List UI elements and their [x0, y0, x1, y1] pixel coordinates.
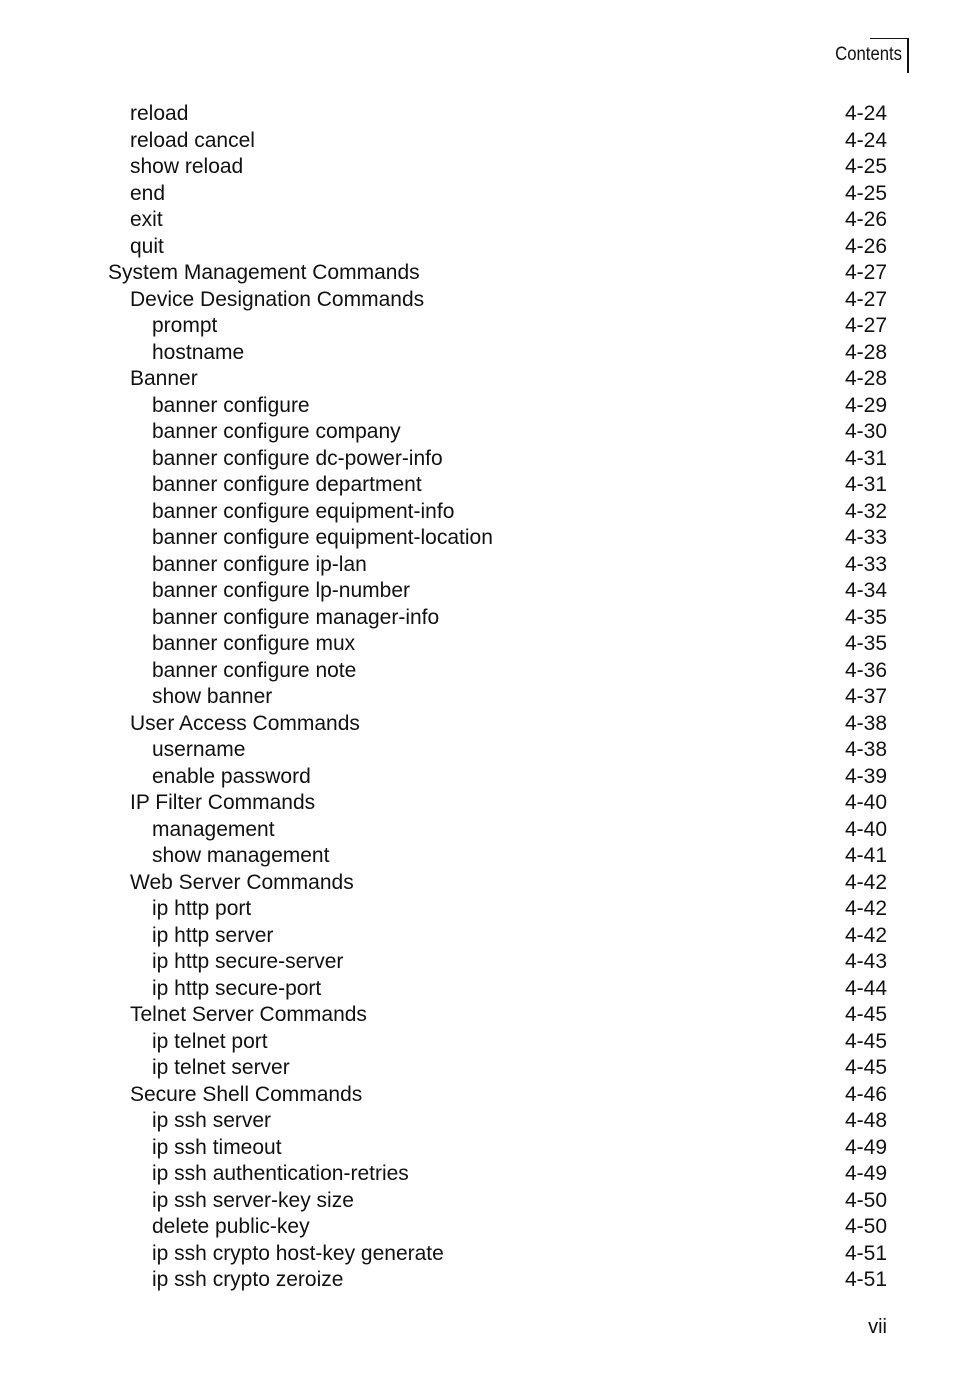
toc-entry[interactable] [0, 631, 954, 658]
toc-entry-page[interactable]: 4-40 [844, 817, 887, 841]
toc-entry-title[interactable]: ip http secure-server [152, 950, 344, 973]
toc-entry-page[interactable]: 4-26 [844, 208, 887, 231]
toc-entry-page[interactable]: 4-51 [844, 1241, 887, 1265]
toc-entry[interactable] [0, 1267, 954, 1294]
toc-entry-title[interactable]: ip ssh timeout [152, 1135, 282, 1159]
toc-entry-page[interactable]: 4-38 [844, 711, 887, 735]
toc-entry-page[interactable]: 4-26 [844, 234, 887, 258]
toc-entry-page[interactable]: 4-50 [844, 1215, 887, 1238]
toc-entry[interactable] [0, 1002, 954, 1029]
toc-entry[interactable] [0, 260, 954, 287]
toc-entry-page[interactable]: 4-34 [844, 579, 887, 602]
toc-entry[interactable] [0, 1241, 954, 1268]
toc-entry-page[interactable]: 4-45 [844, 1056, 887, 1079]
toc-entry-title[interactable]: ip telnet server [152, 1056, 290, 1079]
toc-entry-title[interactable]: ip ssh crypto zeroize [152, 1268, 344, 1291]
toc-entry[interactable] [0, 1108, 954, 1135]
toc-entry-title[interactable]: ip ssh crypto host-key generate [152, 1241, 444, 1265]
toc-entry-title[interactable]: banner configure equipment-info [152, 499, 455, 523]
toc-entry[interactable] [0, 207, 954, 234]
toc-entry-page[interactable]: 4-25 [844, 181, 887, 205]
toc-entry[interactable] [0, 790, 954, 817]
toc-entry-page[interactable]: 4-28 [844, 340, 887, 364]
toc-entry[interactable] [0, 1161, 954, 1188]
toc-entry-title[interactable]: banner configure note [152, 658, 357, 682]
toc-entry-page[interactable]: 4-49 [844, 1162, 887, 1185]
toc-entry-page[interactable]: 4-31 [844, 446, 887, 470]
toc-entry-title[interactable]: enable password [152, 764, 311, 788]
toc-entry[interactable] [0, 578, 954, 605]
toc-entry-title[interactable]: banner configure company [152, 420, 401, 443]
toc-entry-page[interactable]: 4-45 [844, 1003, 887, 1026]
toc-entry[interactable] [0, 287, 954, 314]
toc-entry-title[interactable]: banner configure dc-power-info [152, 446, 443, 470]
toc-entry-page[interactable]: 4-42 [844, 870, 887, 894]
page-number: vii [868, 1316, 887, 1338]
toc-entry-title[interactable]: ip http port [152, 897, 252, 920]
toc-entry-page[interactable]: 4-33 [844, 526, 887, 549]
toc-entry-title[interactable]: ip http secure-port [152, 976, 322, 1000]
toc-entry-title[interactable]: ip ssh server [152, 1109, 272, 1132]
toc-entry-title[interactable]: Telnet Server Commands [130, 1003, 367, 1026]
toc-entry-page[interactable]: 4-29 [844, 393, 887, 417]
toc-entry-title[interactable]: ip telnet port [152, 1029, 268, 1053]
toc-entry-title[interactable]: hostname [152, 340, 245, 364]
toc-entry-page[interactable]: 4-36 [844, 658, 887, 682]
toc-entry[interactable] [0, 393, 954, 420]
toc-entry-title[interactable]: reload cancel [130, 128, 255, 152]
toc-entry[interactable] [0, 181, 954, 208]
toc-entry[interactable] [0, 711, 954, 738]
toc-entry-page[interactable]: 4-51 [844, 1268, 887, 1291]
toc-entry[interactable] [0, 154, 954, 181]
toc-entry-title[interactable]: end [130, 181, 166, 205]
toc-entry-page[interactable]: 4-27 [844, 261, 887, 284]
toc-entry-page[interactable]: 4-39 [844, 764, 887, 788]
toc-entry-title[interactable]: Banner [130, 367, 198, 390]
table-of-contents [0, 101, 954, 1294]
toc-entry-title[interactable]: banner configure lp-number [152, 579, 410, 602]
toc-entry-page[interactable]: 4-42 [844, 923, 887, 947]
toc-entry-page[interactable]: 4-38 [844, 738, 887, 761]
toc-entry[interactable] [0, 658, 954, 685]
toc-entry-title[interactable]: banner configure department [152, 473, 422, 496]
toc-entry-page[interactable]: 4-30 [844, 420, 887, 443]
toc-entry[interactable] [0, 472, 954, 499]
header-rule-vertical [907, 38, 909, 73]
toc-entry[interactable] [0, 1214, 954, 1241]
toc-entry[interactable] [0, 499, 954, 526]
running-header-title: Contents [835, 44, 902, 65]
toc-entry-title[interactable]: show banner [152, 685, 273, 708]
toc-entry[interactable] [0, 313, 954, 340]
toc-entry-page[interactable]: 4-46 [844, 1082, 887, 1106]
toc-entry[interactable] [0, 419, 954, 446]
toc-entry-title[interactable]: show reload [130, 155, 244, 178]
toc-entry-page[interactable]: 4-49 [844, 1135, 887, 1159]
toc-entry[interactable] [0, 737, 954, 764]
toc-entry-page[interactable]: 4-40 [844, 791, 887, 814]
toc-entry-page[interactable]: 4-28 [844, 367, 887, 390]
toc-entry[interactable] [0, 923, 954, 950]
toc-entry-title[interactable]: IP Filter Commands [130, 791, 316, 814]
toc-entry[interactable] [0, 525, 954, 552]
toc-entry-page[interactable]: 4-27 [844, 287, 887, 311]
toc-entry[interactable] [0, 949, 954, 976]
toc-entry-page[interactable]: 4-32 [844, 499, 887, 523]
toc-entry-title[interactable]: User Access Commands [130, 711, 360, 735]
toc-entry[interactable] [0, 552, 954, 579]
toc-entry-title[interactable]: exit [130, 208, 163, 231]
toc-entry-title[interactable]: prompt [152, 314, 218, 337]
toc-entry-page[interactable]: 4-25 [844, 155, 887, 178]
toc-entry-title[interactable]: banner configure mux [152, 632, 356, 655]
toc-entry-page[interactable]: 4-45 [844, 1029, 887, 1053]
toc-entry-page[interactable]: 4-42 [844, 897, 887, 920]
toc-entry-title[interactable]: show management [152, 844, 330, 867]
toc-entry-page[interactable]: 4-41 [844, 844, 887, 867]
toc-entry-page[interactable]: 4-24 [844, 102, 887, 125]
toc-entry[interactable] [0, 101, 954, 128]
toc-entry-title[interactable]: banner configure ip-lan [152, 552, 367, 576]
toc-entry-title[interactable]: ip ssh server-key size [152, 1188, 354, 1212]
toc-entry-title[interactable]: reload [130, 102, 189, 125]
toc-entry[interactable] [0, 128, 954, 155]
toc-entry[interactable] [0, 1135, 954, 1162]
toc-entry-title[interactable]: banner configure [152, 393, 310, 417]
toc-entry-page[interactable]: 4-50 [844, 1188, 887, 1212]
toc-entry-title[interactable]: banner configure equipment-location [152, 526, 493, 549]
toc-entry-title[interactable]: management [152, 817, 275, 841]
toc-entry[interactable] [0, 234, 954, 261]
toc-entry[interactable] [0, 446, 954, 473]
toc-entry[interactable] [0, 1188, 954, 1215]
toc-entry-title[interactable]: delete public-key [152, 1215, 310, 1238]
toc-entry-page[interactable]: 4-24 [844, 128, 887, 152]
toc-entry-page[interactable]: 4-44 [844, 976, 887, 1000]
toc-entry-title[interactable]: quit [130, 234, 164, 258]
toc-entry-page[interactable]: 4-33 [844, 552, 887, 576]
toc-entry-page[interactable]: 4-48 [844, 1109, 887, 1132]
toc-entry[interactable] [0, 340, 954, 367]
toc-entry-title[interactable]: banner configure manager-info [152, 605, 440, 629]
header-rule-top [870, 38, 908, 39]
toc-entry-page[interactable]: 4-35 [844, 632, 887, 655]
toc-entry-title[interactable]: Web Server Commands [130, 870, 354, 894]
toc-entry-title[interactable]: System Management Commands [108, 261, 420, 284]
toc-entry-page[interactable]: 4-27 [844, 314, 887, 337]
toc-entry-page[interactable]: 4-37 [844, 685, 887, 708]
toc-entry[interactable] [0, 366, 954, 393]
toc-entry[interactable] [0, 870, 954, 897]
toc-entry[interactable] [0, 1055, 954, 1082]
toc-entry[interactable] [0, 684, 954, 711]
toc-entry-page[interactable]: 4-43 [844, 950, 887, 973]
toc-entry[interactable] [0, 843, 954, 870]
toc-entry[interactable] [0, 817, 954, 844]
toc-entry[interactable] [0, 764, 954, 791]
toc-entry-title[interactable]: Secure Shell Commands [130, 1082, 363, 1106]
toc-entry-page[interactable]: 4-35 [844, 605, 887, 629]
toc-entry-title[interactable]: Device Designation Commands [130, 287, 425, 311]
toc-entry[interactable] [0, 1029, 954, 1056]
toc-entry[interactable] [0, 896, 954, 923]
toc-entry[interactable] [0, 1082, 954, 1109]
toc-entry-title[interactable]: username [152, 738, 246, 761]
toc-entry-page[interactable]: 4-31 [844, 473, 887, 496]
toc-entry-title[interactable]: ip http server [152, 923, 274, 947]
toc-entry[interactable] [0, 976, 954, 1003]
toc-entry-title[interactable]: ip ssh authentication-retries [152, 1162, 409, 1185]
toc-entry[interactable] [0, 605, 954, 632]
